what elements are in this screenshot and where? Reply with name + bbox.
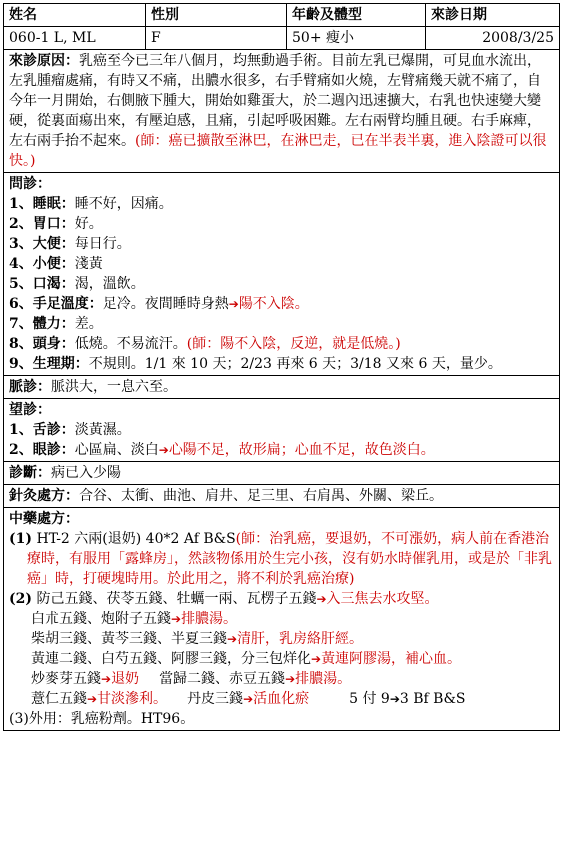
complaint-label: 來診原因： xyxy=(9,53,79,69)
age-label: 年齡及體型 xyxy=(287,4,426,27)
herb-text: 炒麥芽五錢 xyxy=(31,671,101,687)
prescription-1 xyxy=(9,529,554,589)
inquiry-item xyxy=(9,294,554,314)
herb-text: 當歸二錢、赤豆五錢 xyxy=(159,671,286,687)
pulse-label: 脈診： xyxy=(9,379,51,395)
right-arrow-icon: ➔ xyxy=(285,672,296,686)
item-label: 生理期： xyxy=(32,356,89,372)
item-text: 每日行。 xyxy=(74,236,131,252)
prescription-num: (3) xyxy=(9,711,29,727)
pulse-text: 脈洪大，一息六至。 xyxy=(51,379,177,395)
herb-text: 薏仁五錢 xyxy=(31,691,87,707)
dose-text-2: 3 Bf B&S xyxy=(399,691,466,707)
item-text: 好。 xyxy=(74,216,103,232)
acupuncture-label: 針灸處方： xyxy=(9,488,79,504)
right-arrow-icon: ➔ xyxy=(316,592,327,606)
item-text: 足冷。夜間睡時身熱 xyxy=(102,296,229,312)
item-label: 睡眠： xyxy=(32,196,75,212)
item-text: 淺黃 xyxy=(74,256,103,272)
item-text: 渴，溫飲。 xyxy=(74,276,145,292)
herb-text: 白朮五錢、炮附子五錢 xyxy=(31,611,171,627)
date-label: 來診日期 xyxy=(426,4,560,27)
prescription-num: (1) xyxy=(9,531,32,547)
tongue-item xyxy=(9,420,554,440)
header-label-row xyxy=(4,4,560,27)
herb-note: 甘淡滲利。 xyxy=(97,691,168,707)
item-num: 2、 xyxy=(9,216,33,232)
item-label: 體力： xyxy=(32,316,75,332)
medical-record xyxy=(3,3,559,731)
item-num: 4、 xyxy=(9,256,33,272)
item-text: 低燒。不易流汗。 xyxy=(74,336,187,352)
prescription-2-line xyxy=(9,589,554,609)
item-num: 5、 xyxy=(9,276,33,292)
complaint-note: (師：癌已擴散至淋巴，在淋巴走，已在半表半裏，進入陰證可以很快。) xyxy=(9,133,547,169)
inquiry-item xyxy=(9,194,554,214)
item-num: 1、 xyxy=(9,422,33,438)
item-text: 差。 xyxy=(74,316,103,332)
inquiry-item xyxy=(9,314,554,334)
herb-note: 入三焦去水攻堅。 xyxy=(326,591,439,607)
prescription-2-line xyxy=(9,609,554,629)
pulse-row xyxy=(4,376,560,399)
item-label: 眼診： xyxy=(32,442,75,458)
prescription-2-line xyxy=(9,689,554,709)
diagnosis-cell xyxy=(4,462,560,485)
item-note: 陽不入陰。 xyxy=(238,296,309,312)
inquiry-item xyxy=(9,214,554,234)
herb-note: 黃連阿膠湯，補心血。 xyxy=(321,651,462,667)
complaint-row xyxy=(4,50,560,173)
diagnosis-text: 病已入少陽 xyxy=(51,465,121,481)
item-label: 胃口： xyxy=(32,216,75,232)
prescription-2-line xyxy=(9,629,554,649)
prescription-2-line xyxy=(9,649,554,669)
right-arrow-icon: ➔ xyxy=(228,297,239,311)
prescription-text: HT-2 六兩(退奶) 40*2 Af B&S xyxy=(36,531,236,547)
right-arrow-icon: ➔ xyxy=(158,443,169,457)
inquiry-item xyxy=(9,274,554,294)
herbal-cell xyxy=(4,508,560,731)
item-text: 不規則。1/1 來 10 天；2/23 再來 6 天；3/18 又來 6 天，量少。 xyxy=(88,356,502,372)
herb-text: 柴胡三錢、黃芩三錢、半夏三錢 xyxy=(31,631,227,647)
item-label: 大便： xyxy=(32,236,75,252)
item-num: 9、 xyxy=(9,356,33,372)
look-cell xyxy=(4,399,560,462)
item-label: 頭身： xyxy=(32,336,75,352)
diagnosis-label: 診斷： xyxy=(9,465,51,481)
item-num: 2、 xyxy=(9,442,33,458)
complaint-text: 乳癌至今已三年八個月，均無動過手術。目前左乳已爆開，可見血水流出，左乳腫瘤處痛，有時又不痛，出膿水很多，右手臂痛如火燒，左臂痛幾天就不痛了，自今年一月開始，右側腋下腫大，開始如雞蛋大，於二週內迅速擴大，右乳也快速變大變硬，從裏面瘍出來，有壓迫感，且痛，引起呼吸困難。左右兩臂均腫且硬。右手麻痺，左右兩手抬不起來。 xyxy=(9,53,541,149)
prescription-text: 外用：乳癌粉劑。HT96。 xyxy=(28,711,195,727)
sex-label: 性別 xyxy=(146,4,287,27)
herb-note: 活血化瘀 xyxy=(253,691,310,707)
item-num: 6、 xyxy=(9,296,33,312)
item-num: 7、 xyxy=(9,316,33,332)
patient-sex: F xyxy=(146,27,287,50)
patient-age xyxy=(287,27,426,50)
acupuncture-row xyxy=(4,485,560,508)
inquiry-cell xyxy=(4,173,560,376)
header-value-row xyxy=(4,27,560,50)
prescription-2-line xyxy=(9,669,554,689)
inquiry-item xyxy=(9,334,554,354)
right-arrow-icon: ➔ xyxy=(311,652,322,666)
herb-text: 防己五錢、茯苓五錢、牡蠣一兩、瓦楞子五錢 xyxy=(36,591,317,607)
item-num: 1、 xyxy=(9,196,33,212)
body-type: 瘦小 xyxy=(326,30,354,46)
item-text: 睡不好，因痛。 xyxy=(74,196,173,212)
dose-text: 5 付 9 xyxy=(349,691,390,707)
visit-date: 2008/3/25 xyxy=(426,27,560,50)
item-num: 8、 xyxy=(9,336,33,352)
prescription-3 xyxy=(9,709,554,729)
complaint-cell xyxy=(4,50,560,173)
item-label: 舌診： xyxy=(32,422,75,438)
inquiry-item xyxy=(9,354,554,374)
eye-item xyxy=(9,440,554,460)
prescription-num: (2) xyxy=(9,591,32,607)
herb-text: 黃連二錢、白芍五錢、阿膠三錢，分三包烊化 xyxy=(31,651,311,667)
inquiry-row xyxy=(4,173,560,376)
item-label: 手足溫度： xyxy=(32,296,103,312)
herb-note: 排膿湯。 xyxy=(295,671,352,687)
record-table xyxy=(3,3,560,731)
inquiry-label: 問診： xyxy=(9,176,51,192)
look-row xyxy=(4,399,560,462)
patient-id: 060-1 L, ML xyxy=(4,27,146,50)
item-num: 3、 xyxy=(9,236,33,252)
age-number: 50+ xyxy=(292,30,322,46)
right-arrow-icon: ➔ xyxy=(389,692,400,706)
acupuncture-cell xyxy=(4,485,560,508)
inquiry-item xyxy=(9,234,554,254)
item-text: 淡黃濕。 xyxy=(74,422,131,438)
item-note: (師：陽不入陰，反逆，就是低燒。) xyxy=(186,336,401,352)
diagnosis-row xyxy=(4,462,560,485)
item-text: 心區扁、淡白 xyxy=(74,442,159,458)
right-arrow-icon: ➔ xyxy=(227,632,238,646)
right-arrow-icon: ➔ xyxy=(171,612,182,626)
name-label: 姓名 xyxy=(4,4,146,27)
item-label: 小便： xyxy=(32,256,75,272)
item-note: 心陽不足，故形扁；心血不足，故色淡白。 xyxy=(168,442,435,458)
herb-note: 排膿湯。 xyxy=(181,611,238,627)
herb-text: 丹皮三錢 xyxy=(187,691,244,707)
right-arrow-icon: ➔ xyxy=(243,692,254,706)
herb-note: 清肝，乳房絡肝經。 xyxy=(237,631,364,647)
right-arrow-icon: ➔ xyxy=(87,692,98,706)
inquiry-item xyxy=(9,254,554,274)
acupuncture-text: 合谷、太衝、曲池、肩井、足三里、右肩禺、外關、梁丘。 xyxy=(79,488,443,504)
right-arrow-icon: ➔ xyxy=(101,672,112,686)
pulse-cell xyxy=(4,376,560,399)
herb-note: 退奶 xyxy=(111,671,140,687)
herbal-label: 中藥處方： xyxy=(9,511,79,527)
herbal-row xyxy=(4,508,560,731)
look-label: 望診： xyxy=(9,402,51,418)
item-label: 口渴： xyxy=(32,276,75,292)
prescription-note: (師：治乳癌，要退奶，不可漲奶，病人前在香港治療時，有服用「露蜂房」，然該物係用於生完小孩，沒有奶水時催乳用，或是於「非乳癌」時，打硬塊時用。於此用之，將不利於乳癌治療) xyxy=(27,531,552,587)
